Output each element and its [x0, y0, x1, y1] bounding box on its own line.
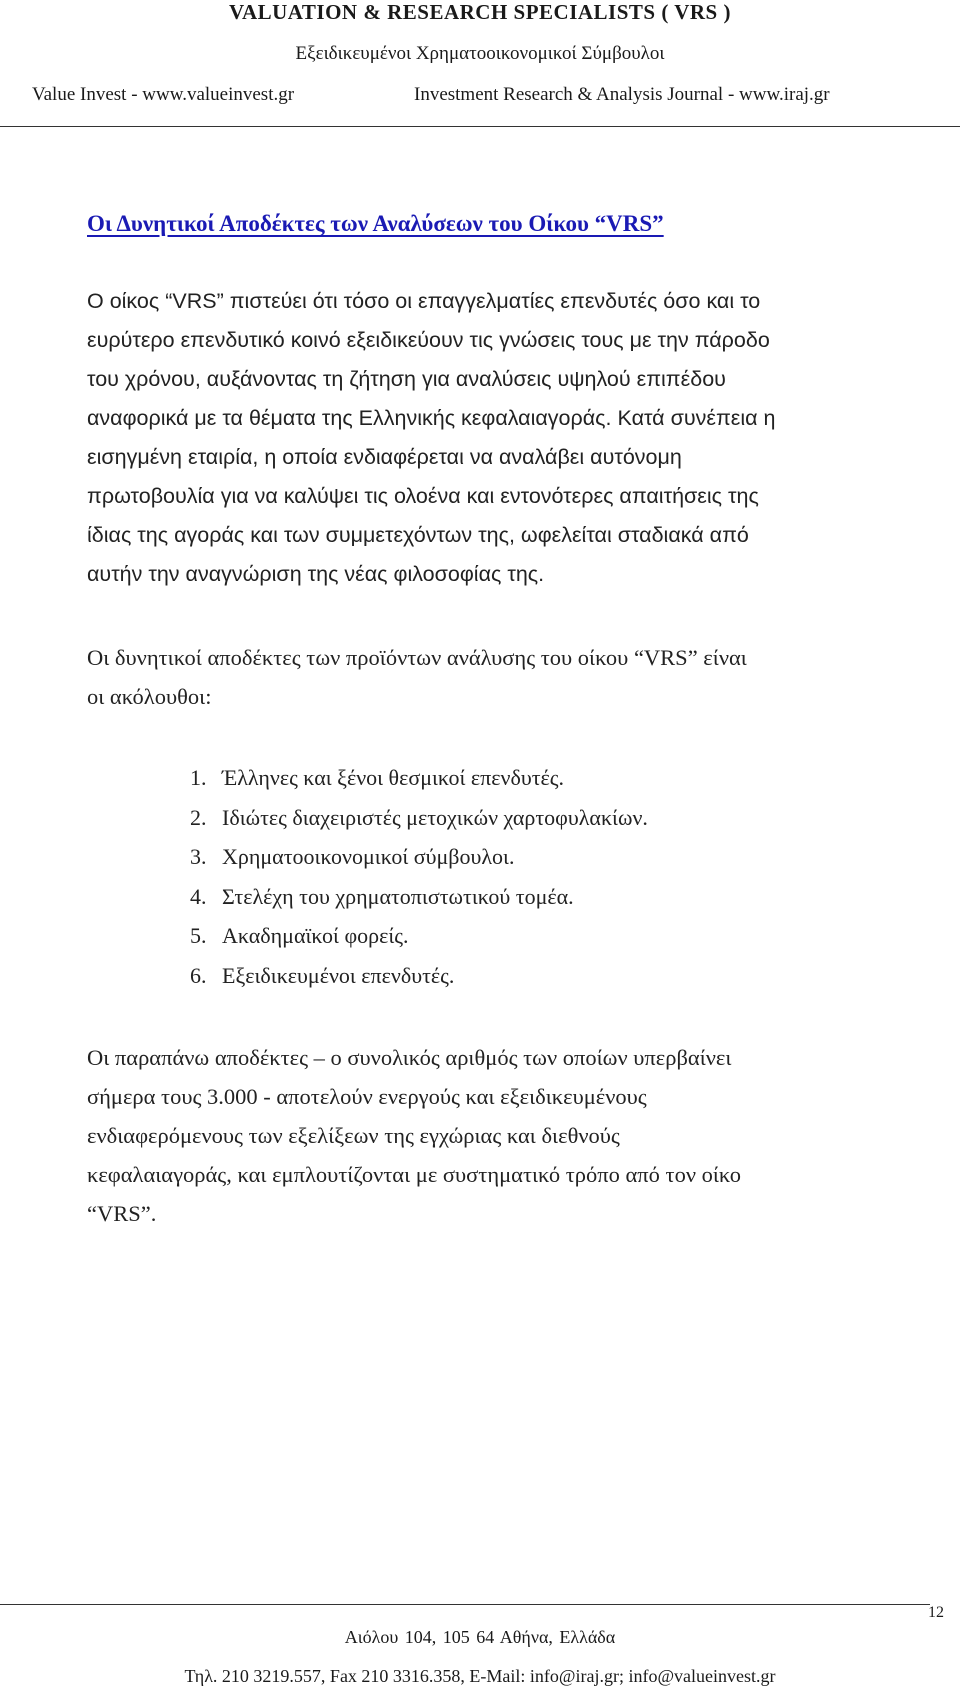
- paragraph-line: Οι δυνητικοί αποδέκτες των προϊόντων ανάλυσης του οίκου “VRS” είναι: [87, 645, 747, 670]
- list-item: [190, 837, 648, 877]
- list-item-text: Στελέχη του χρηματοπιστωτικού τομέα.: [222, 883, 574, 909]
- footer-address: Αιόλου 104, 105 64 Αθήνα, Ελλάδα: [344, 1627, 616, 1647]
- paragraph-recipients-intro: [87, 638, 887, 716]
- paragraph-line: ενδιαφερόμενους των εξελίξεων της εγχώριας και διεθνούς: [87, 1123, 620, 1148]
- list-item-number: 5.: [190, 923, 207, 948]
- paragraph-line: αναφορικά με τα θέματα της Ελληνικής κεφαλαιαγοράς. Κατά συνέπεια η: [87, 406, 776, 430]
- list-item-number: 6.: [190, 962, 207, 988]
- list-item-number: 1.: [190, 765, 207, 790]
- section-title-text: Οι Δυνητικοί Αποδέκτες των Αναλύσεων του Οίκου “VRS”: [87, 211, 664, 236]
- list-item-number: 3.: [190, 844, 207, 869]
- paragraph-line: του χρόνου, αυξάνοντας τη ζήτηση για αναλύσεις υψηλού επιπέδου: [87, 367, 726, 391]
- paragraph-line: “VRS”.: [87, 1201, 157, 1226]
- footer-divider: [0, 1604, 930, 1605]
- list-item: [190, 798, 648, 838]
- paragraph-conclusion: [87, 1038, 887, 1233]
- list-item: [190, 956, 648, 996]
- paragraph-line: σήμερα τους 3.000 - αποτελούν ενεργούς και εξειδικευμένους: [87, 1084, 647, 1109]
- header-site-left: Value Invest - www.valueinvest.gr: [32, 84, 295, 105]
- page-header: [0, 0, 960, 127]
- company-subtitle: Εξειδικευμένοι Χρηματοοικονομικοί Σύμβουλοι: [295, 43, 665, 64]
- paragraph-line: εισηγμένη εταιρία, η οποία ενδιαφέρεται να αναλάβει αυτόνομη: [87, 445, 682, 469]
- section-title: [87, 208, 744, 240]
- title-underline-tail: [664, 208, 744, 240]
- list-item-text: Χρηματοοικονομικοί σύμβουλοι.: [222, 844, 515, 869]
- paragraph-line: αυτήν την αναγνώριση της νέας φιλοσοφίας της.: [87, 562, 545, 586]
- paragraph-line: Ο οίκος “VRS” πιστεύει ότι τόσο οι επαγγελματίες επενδυτές όσο και το: [87, 289, 761, 313]
- paragraph-line: πρωτοβουλία για να καλύψει τις ολοένα και εντονότερες απαιτήσεις της: [87, 484, 759, 508]
- paragraph-line: ίδιας της αγοράς και των συμμετεχόντων της, ωφελείται σταδιακά από: [87, 523, 749, 547]
- list-item-text: Ακαδημαϊκοί φορείς.: [222, 923, 409, 948]
- header-site-right: Investment Research & Analysis Journal - www.iraj.gr: [414, 84, 830, 105]
- list-item: [190, 877, 648, 917]
- list-item-text: Έλληνες και ξένοι θεσμικοί επενδυτές.: [222, 765, 565, 790]
- paragraph-line: κεφαλαιαγοράς, και εμπλουτίζονται με συστηματικό τρόπο από τον οίκο: [87, 1162, 742, 1187]
- list-item-text: Ιδιώτες διαχειριστές μετοχικών χαρτοφυλακίων.: [222, 804, 648, 830]
- list-item-text: Εξειδικευμένοι επενδυτές.: [222, 962, 455, 988]
- recipients-list: [190, 758, 648, 995]
- list-item-number: 2.: [190, 804, 207, 830]
- list-item: [190, 758, 648, 798]
- paragraph-intro: [87, 282, 887, 594]
- page-number: 12: [928, 1604, 944, 1621]
- company-name: VALUATION & RESEARCH SPECIALISTS ( VRS ): [229, 0, 731, 24]
- list-item-number: 4.: [190, 883, 207, 909]
- paragraph-line: Οι παραπάνω αποδέκτες – ο συνολικός αριθμός των οποίων υπερβαίνει: [87, 1045, 732, 1070]
- header-divider: [0, 126, 960, 127]
- list-item: [190, 916, 648, 956]
- paragraph-line: οι ακόλουθοι:: [87, 684, 212, 709]
- paragraph-line: ευρύτερο επενδυτικό κοινό εξειδικεύουν τις γνώσεις τους με την πάροδο: [87, 328, 770, 352]
- footer-contact: Τηλ. 210 3219.557, Fax 210 3316.358, E-Mail: info@iraj.gr; info@valueinvest.gr: [184, 1666, 776, 1686]
